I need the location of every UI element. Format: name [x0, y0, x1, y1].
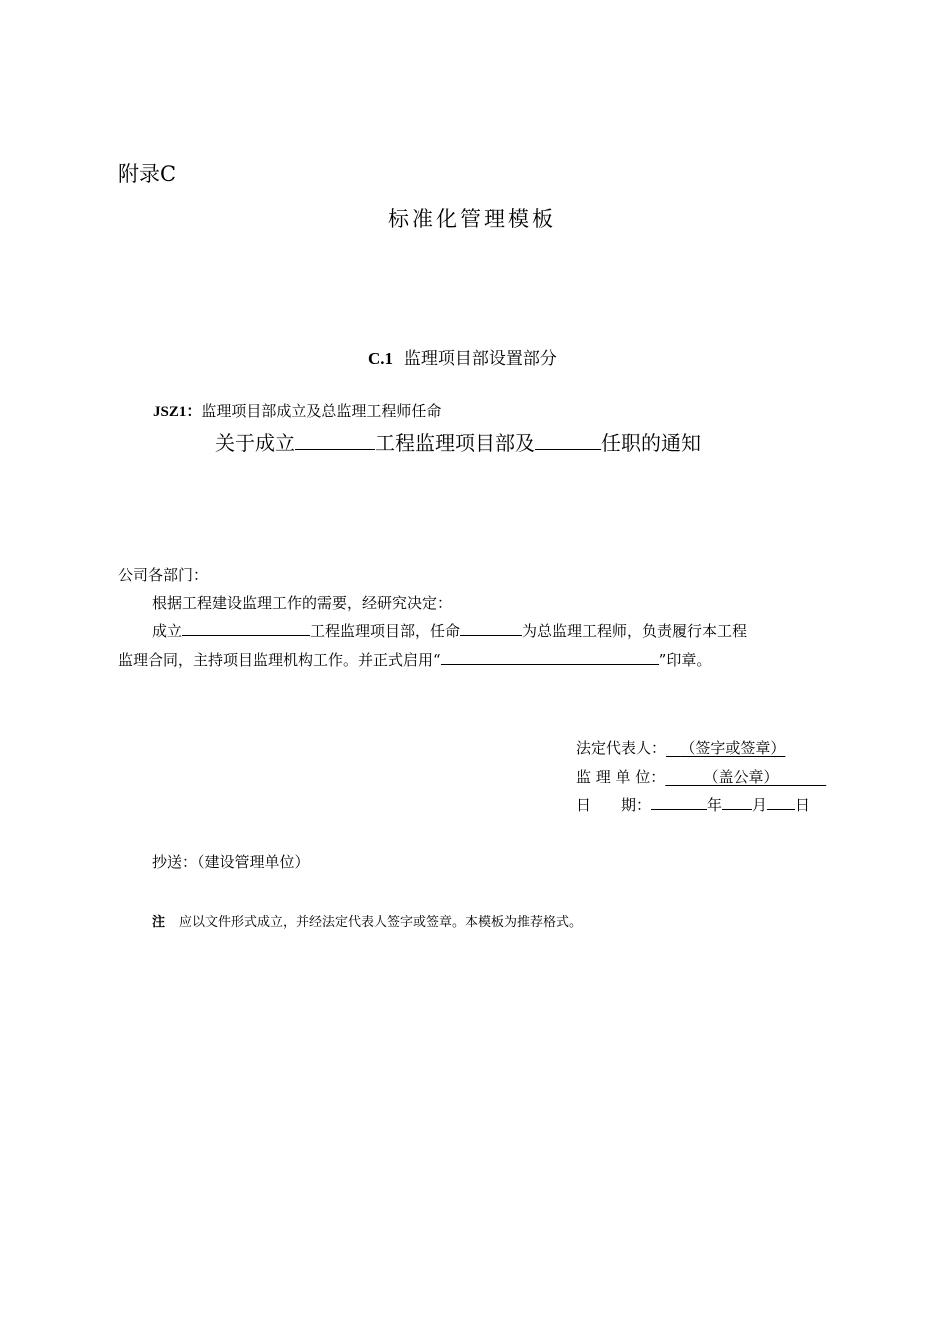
- note-line: [152, 911, 582, 930]
- template-title: 监理项目部成立及总监理工程师任命: [201, 402, 442, 420]
- chief-engineer-blank[interactable]: [460, 620, 522, 636]
- legal-rep-signature[interactable]: （签字或签章）: [680, 739, 786, 757]
- appointee-name-blank[interactable]: [535, 429, 601, 450]
- appendix-label: 附录C: [118, 162, 177, 186]
- para-seal-text: ”印章。: [658, 651, 712, 669]
- project-name-blank[interactable]: [295, 429, 375, 450]
- note-label: 注: [152, 915, 166, 930]
- para-appoint-text: 工程监理项目部，任命: [310, 622, 461, 640]
- day-blank[interactable]: [767, 794, 795, 810]
- template-heading: [153, 400, 441, 421]
- month-label: 月: [752, 796, 768, 814]
- year-label: 年: [707, 796, 723, 814]
- template-code: JSZ1：: [153, 404, 202, 420]
- notice-title-part1: 关于成立: [215, 431, 295, 455]
- year-blank[interactable]: [651, 794, 707, 810]
- day-label: 日: [795, 796, 811, 814]
- project-blank[interactable]: [182, 620, 310, 636]
- supervision-unit-seal[interactable]: （盖公章）: [703, 768, 779, 786]
- notice-title-part3: 任职的通知: [601, 431, 701, 455]
- establishment-paragraph-cont: [118, 649, 711, 670]
- section-code: C.1: [368, 349, 394, 368]
- page-title: 标准化管理模板: [388, 207, 556, 231]
- date-label: 日 期：: [576, 796, 652, 814]
- month-blank[interactable]: [722, 794, 752, 810]
- establishment-paragraph: [152, 620, 747, 641]
- note-text: 应以文件形式成立，并经法定代表人签字或签章。本模板为推荐格式。: [179, 915, 583, 930]
- section-title: 监理项目部设置部分: [403, 349, 557, 369]
- date-line: [576, 794, 810, 815]
- para-establish-text: 成立: [152, 622, 183, 640]
- legal-rep-label: 法定代表人：: [576, 739, 667, 757]
- decision-paragraph: 根据工程建设监理工作的需要，经研究决定：: [152, 594, 453, 612]
- supervision-unit-label: 监 理 单 位：: [576, 768, 666, 786]
- para-contract-text: 监理合同，主持项目监理机构工作。并正式启用“: [118, 651, 441, 669]
- section-heading: [368, 344, 557, 369]
- cc-line: 抄送：（建设管理单位）: [152, 853, 310, 871]
- notice-title: [215, 427, 701, 456]
- legal-rep-line: [576, 737, 785, 758]
- salutation: 公司各部门：: [118, 566, 209, 584]
- para-duty-text: 为总监理工程师，负责履行本工程: [522, 622, 748, 640]
- notice-title-part2: 工程监理项目部及: [375, 431, 535, 455]
- supervision-unit-line: [576, 766, 826, 787]
- seal-name-blank[interactable]: [441, 649, 659, 665]
